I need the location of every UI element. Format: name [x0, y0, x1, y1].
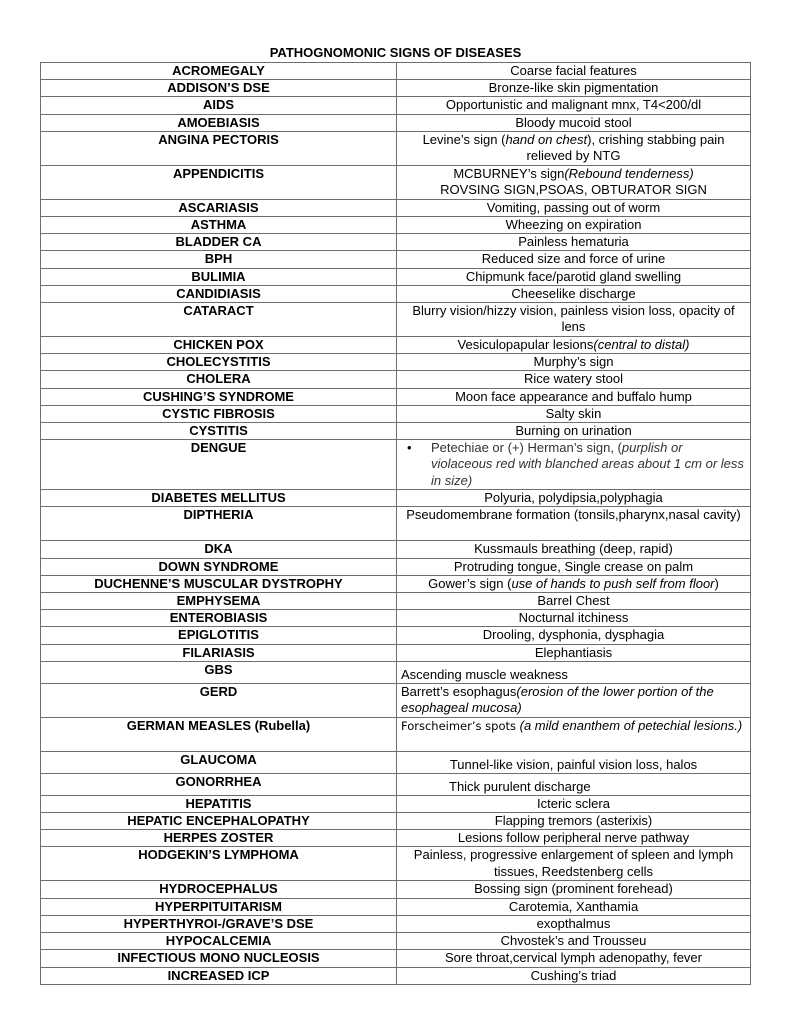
sign-italic: (Rebound tenderness) [564, 165, 694, 181]
disease-cell: ANGINA PECTORIS [41, 131, 397, 165]
table-row [41, 627, 751, 644]
disease-cell: ADDISON’S DSE [41, 80, 397, 97]
disease-cell: HYPERTHYROI-/GRAVE’S DSE [41, 915, 397, 932]
sign-cell [397, 717, 751, 751]
table-row [41, 575, 751, 592]
table-row [41, 371, 751, 388]
sign-cell: Lesions follow peripheral nerve pathway [397, 830, 751, 847]
table-row [41, 661, 751, 683]
sign-cell: Opportunistic and malignant mnx, T4<200/dl [397, 97, 751, 114]
sign-cell: Tunnel-like vision, painful vision loss, halos [397, 751, 751, 773]
table-row [41, 217, 751, 234]
sign-text: Forscheimer’s spots [401, 718, 520, 733]
table-row [41, 830, 751, 847]
disease-cell: ACROMEGALY [41, 63, 397, 80]
sign-cell: Bronze-like skin pigmentation [397, 80, 751, 97]
sign-text: MCBURNEY’s sign [453, 165, 565, 181]
disease-cell: CYSTITIS [41, 423, 397, 440]
sign-cell: Drooling, dysphonia, dysphagia [397, 627, 751, 644]
disease-cell: HYPERPITUITARISM [41, 898, 397, 915]
sign-cell [397, 131, 751, 165]
disease-cell: BLADDER CA [41, 234, 397, 251]
sign-text: Gower’s sign ( [428, 575, 512, 591]
sign-italic: (central to distal) [593, 337, 690, 353]
table-row [41, 131, 751, 165]
table-row [41, 717, 751, 751]
sign-cell: Cheeselike discharge [397, 285, 751, 302]
sign-cell: exopthalmus [397, 915, 751, 932]
sign-cell: Reduced size and force of urine [397, 251, 751, 268]
disease-cell: EMPHYSEMA [41, 593, 397, 610]
table-row [41, 773, 751, 795]
disease-sign-table [40, 62, 751, 985]
table-row [41, 440, 751, 490]
table-row [41, 114, 751, 131]
disease-cell: HYPOCALCEMIA [41, 933, 397, 950]
disease-cell: DOWN SYNDROME [41, 558, 397, 575]
sign-cell: Wheezing on expiration [397, 217, 751, 234]
table-row [41, 898, 751, 915]
sign-italic: (erosion of the lower portion of the esophageal mucosa) [401, 683, 714, 716]
table-row [41, 354, 751, 371]
table-row [41, 405, 751, 422]
sign-cell: Elephantiasis [397, 644, 751, 661]
disease-cell: DKA [41, 541, 397, 558]
table-row [41, 751, 751, 773]
table-row [41, 199, 751, 216]
sign-cell: Blurry vision/hizzy vision, painless vision loss, opacity of lens [397, 303, 751, 337]
disease-cell: BULIMIA [41, 268, 397, 285]
table-row [41, 950, 751, 967]
table-row [41, 644, 751, 661]
disease-cell: AMOEBIASIS [41, 114, 397, 131]
sign-text: Vesiculopapular lesions [457, 337, 594, 353]
sign-italic: (a mild enanthem of petechial lesions.) [519, 717, 743, 733]
disease-cell: GERD [41, 683, 397, 717]
sign-cell: Nocturnal itchiness [397, 610, 751, 627]
table-row [41, 881, 751, 898]
sign-text: Petechiae or (+) Herman’s sign, ( [431, 440, 622, 456]
sign-cell: Painless hematuria [397, 234, 751, 251]
table-row [41, 80, 751, 97]
sign-cell [397, 575, 751, 592]
disease-cell: ASCARIASIS [41, 199, 397, 216]
disease-cell: AIDS [41, 97, 397, 114]
sign-text: ), crishing stabbing pain relieved by NTG [526, 131, 725, 164]
sign-cell: Moon face appearance and buffalo hump [397, 388, 751, 405]
disease-cell: CHOLERA [41, 371, 397, 388]
sign-cell: Chipmunk face/parotid gland swelling [397, 268, 751, 285]
disease-cell: DIPTHERIA [41, 507, 397, 541]
sign-cell: Ascending muscle weakness [397, 661, 751, 683]
disease-cell: GBS [41, 661, 397, 683]
disease-cell: EPIGLOTITIS [41, 627, 397, 644]
sign-cell [397, 165, 751, 199]
table-row [41, 683, 751, 717]
table-row [41, 303, 751, 337]
disease-cell: HEPATITIS [41, 795, 397, 812]
table-row [41, 423, 751, 440]
disease-cell: DENGUE [41, 440, 397, 490]
disease-cell: CUSHING’S SYNDROME [41, 388, 397, 405]
sign-cell: Polyuria, polydipsia,polyphagia [397, 490, 751, 507]
sign-cell [397, 440, 751, 490]
table-row [41, 813, 751, 830]
sign-cell: Salty skin [397, 405, 751, 422]
table-row [41, 610, 751, 627]
disease-cell: CYSTIC FIBROSIS [41, 405, 397, 422]
disease-cell: APPENDICITIS [41, 165, 397, 199]
table-row [41, 967, 751, 984]
disease-cell: CANDIDIASIS [41, 285, 397, 302]
disease-cell: HERPES ZOSTER [41, 830, 397, 847]
page-title: PATHOGNOMONIC SIGNS OF DISEASES [269, 45, 522, 60]
sign-cell [397, 683, 751, 717]
sign-text: Barrett’s esophagus [401, 683, 517, 699]
disease-cell: ASTHMA [41, 217, 397, 234]
sign-cell: Burning on urination [397, 423, 751, 440]
sign-cell: Coarse facial features [397, 63, 751, 80]
disease-cell: HEPATIC ENCEPHALOPATHY [41, 813, 397, 830]
table-row [41, 234, 751, 251]
table-row [41, 251, 751, 268]
disease-cell: CHICKEN POX [41, 337, 397, 354]
disease-cell: HYDROCEPHALUS [41, 881, 397, 898]
table-row [41, 541, 751, 558]
sign-cell: Flapping tremors (asterixis) [397, 813, 751, 830]
sign-cell: Bossing sign (prominent forehead) [397, 881, 751, 898]
disease-cell: HODGEKIN’S LYMPHOMA [41, 847, 397, 881]
table-row [41, 915, 751, 932]
sign-text: ROVSING SIGN,PSOAS, OBTURATOR SIGN [440, 182, 707, 198]
table-row [41, 593, 751, 610]
sign-italic: purplish or violaceous red with blanched areas about 1 cm or less in size) [431, 440, 744, 488]
sign-text: ) [714, 575, 719, 591]
table-row [41, 337, 751, 354]
sign-cell: Rice watery stool [397, 371, 751, 388]
disease-cell: DUCHENNE’S MUSCULAR DYSTROPHY [41, 575, 397, 592]
sign-cell: Barrel Chest [397, 593, 751, 610]
sign-italic: use of hands to push self from floor [511, 575, 715, 591]
sign-cell: Protruding tongue, Single crease on palm [397, 558, 751, 575]
sign-cell: Vomiting, passing out of worm [397, 199, 751, 216]
disease-cell: CHOLECYSTITIS [41, 354, 397, 371]
sign-cell: Pseudomembrane formation (tonsils,pharynx,nasal cavity) [397, 507, 751, 541]
disease-cell: ENTEROBIASIS [41, 610, 397, 627]
disease-cell: INFECTIOUS MONO NUCLEOSIS [41, 950, 397, 967]
sign-cell: Bloody mucoid stool [397, 114, 751, 131]
sign-italic: hand on chest [505, 131, 588, 147]
sign-cell: Chvostek’s and Trousseu [397, 933, 751, 950]
disease-cell: BPH [41, 251, 397, 268]
disease-cell: INCREASED ICP [41, 967, 397, 984]
sign-cell: Sore throat,cervical lymph adenopathy, fever [397, 950, 751, 967]
sign-cell: Thick purulent discharge [397, 773, 751, 795]
sign-text: Levine’s sign ( [422, 131, 506, 147]
disease-cell: CATARACT [41, 303, 397, 337]
table-row [41, 63, 751, 80]
sign-cell: Murphy’s sign [397, 354, 751, 371]
table-row [41, 795, 751, 812]
sign-cell: Painless, progressive enlargement of spleen and lymph tissues, Reedstenberg cells [397, 847, 751, 881]
table-row [41, 558, 751, 575]
disease-cell: GONORRHEA [41, 773, 397, 795]
table-row [41, 285, 751, 302]
table-row [41, 847, 751, 881]
sign-cell: Carotemia, Xanthamia [397, 898, 751, 915]
table-row [41, 388, 751, 405]
table-row [41, 268, 751, 285]
disease-cell: GERMAN MEASLES (Rubella) [41, 717, 397, 751]
disease-cell: FILARIASIS [41, 644, 397, 661]
table-row [41, 933, 751, 950]
disease-cell: GLAUCOMA [41, 751, 397, 773]
sign-cell: Kussmauls breathing (deep, rapid) [397, 541, 751, 558]
sign-cell: Cushing’s triad [397, 967, 751, 984]
table-row [41, 97, 751, 114]
table-row [41, 165, 751, 199]
sign-cell [397, 337, 751, 354]
table-row [41, 507, 751, 541]
disease-cell: DIABETES MELLITUS [41, 490, 397, 507]
sign-cell: Icteric sclera [397, 795, 751, 812]
table-row [41, 490, 751, 507]
